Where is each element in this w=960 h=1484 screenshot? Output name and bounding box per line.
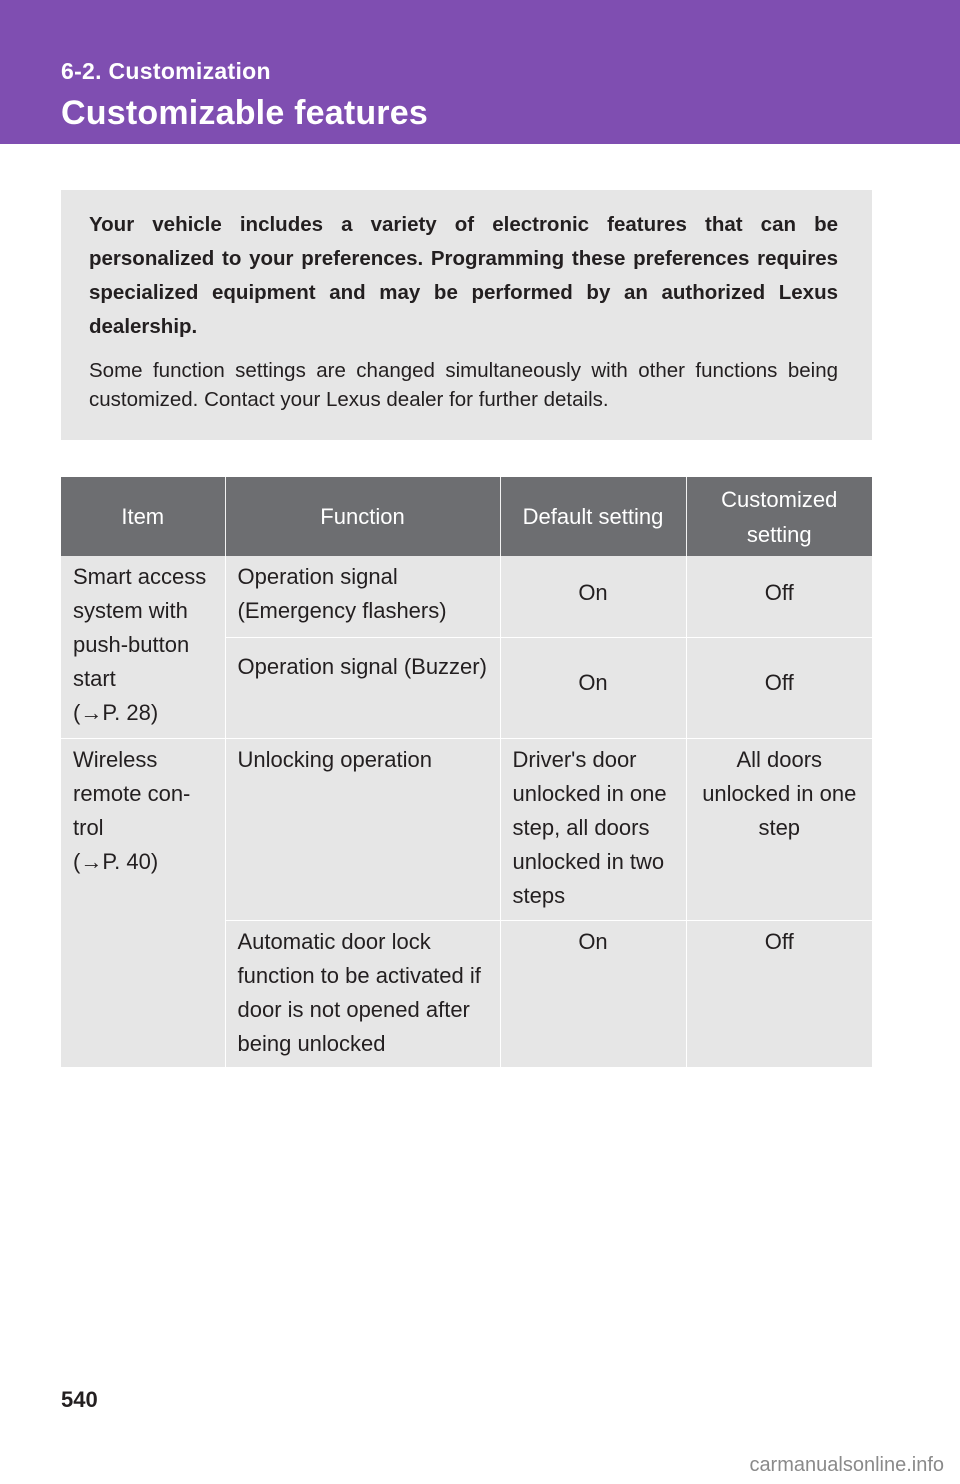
- customized-cell: Off: [686, 637, 872, 738]
- item-line: start: [73, 666, 116, 691]
- watermark: carmanualsonline.info: [749, 1454, 944, 1476]
- header-customized-setting: Customized setting: [686, 477, 872, 556]
- item-line: Smart access: [73, 564, 207, 589]
- customized-cell: Off: [686, 920, 872, 1067]
- page-number: 540: [61, 1387, 98, 1412]
- intro-normal-text: Some function settings are changed simultaneously with other functions being customized. Contact your Lexus dealer for further details.: [89, 359, 838, 411]
- table-header-row: [61, 477, 872, 556]
- item-page-ref: (→P. 28): [73, 700, 159, 725]
- header-default-setting: Default setting: [500, 477, 686, 556]
- item-cell: [61, 556, 225, 738]
- item-line: push-button: [73, 632, 190, 657]
- default-cell: Driver's door unlocked in one step, all doors unlocked in two steps: [500, 738, 686, 920]
- section-label: 6-2. Customization: [61, 58, 271, 84]
- default-cell: On: [500, 556, 686, 637]
- item-cell: [61, 738, 225, 1067]
- page-title: Customizable features: [61, 94, 428, 132]
- item-line: Wireless: [73, 746, 158, 772]
- table-row: [61, 738, 872, 920]
- features-table: [61, 477, 872, 1068]
- function-cell: Operation signal (Emergency flashers): [225, 556, 500, 637]
- function-cell: Automatic door lock function to be activated if door is not opened after being unlocked: [225, 920, 500, 1067]
- header-item: Item: [61, 477, 225, 556]
- item-line: remote con-: [73, 780, 191, 806]
- header-function: Function: [225, 477, 500, 556]
- customized-cell: All doors unlocked in one step: [686, 738, 872, 920]
- table-row: [61, 556, 872, 637]
- header-banner: [0, 0, 960, 144]
- intro-bold-text: Your vehicle includes a variety of electronic features that can be personalized to your preferences. Programming these preferences requires specialized equipment and may be performed by an authorized Lexus dealership.: [89, 213, 838, 338]
- customized-cell: Off: [686, 556, 872, 637]
- function-cell: Operation signal (Buzzer): [225, 637, 500, 738]
- default-cell: On: [500, 920, 686, 1067]
- function-cell: Unlocking operation: [225, 738, 500, 920]
- default-cell: On: [500, 637, 686, 738]
- intro-box: [61, 190, 872, 440]
- item-line: system with: [73, 598, 188, 623]
- item-line: trol: [73, 814, 104, 840]
- item-page-ref: (→P. 40): [73, 848, 159, 874]
